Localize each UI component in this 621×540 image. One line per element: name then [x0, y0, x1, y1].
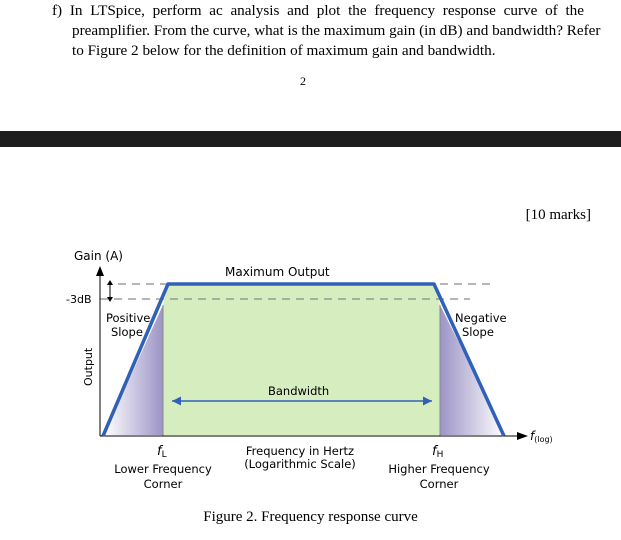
minus3db-label: -3dB	[66, 293, 92, 306]
gain-label: Gain (A)	[74, 249, 123, 263]
higher-corner-label: Corner	[419, 477, 459, 491]
passband-fill	[163, 284, 440, 435]
positive-slope-label-2: Slope	[111, 325, 143, 339]
max-output-label: Maximum Output	[225, 265, 330, 279]
fl-symbol: f	[157, 444, 162, 459]
minus3db-bracket-arrow-top	[107, 280, 113, 285]
fh-symbol: f	[432, 444, 437, 459]
higher-frequency-label: Higher Frequency	[388, 462, 490, 476]
fh-label	[432, 444, 443, 460]
fh-subscript: H	[436, 450, 444, 460]
f-axis-subscript: (log)	[534, 435, 553, 444]
page-number: 2	[300, 74, 306, 88]
frequency-hertz-label: Frequency in Hertz	[245, 444, 355, 458]
f-axis-symbol: f	[530, 429, 535, 443]
fl-subscript: L	[161, 450, 167, 460]
question-line-1: f) In LTSpice, perform ac analysis and plot the frequency response curve of the	[52, 2, 584, 19]
log-scale-label: (Logarithmic Scale)	[244, 457, 356, 471]
page-break-bar	[0, 131, 621, 147]
output-axis-label: Output	[82, 347, 95, 386]
negative-slope-label-1: Negative	[455, 311, 507, 325]
f-axis-label	[530, 429, 553, 444]
question-line-3: to Figure 2 below for the definition of maximum gain and bandwidth.	[72, 42, 496, 59]
lower-frequency-label: Lower Frequency	[114, 462, 212, 476]
fl-label	[157, 444, 167, 460]
y-axis-arrow	[96, 266, 104, 276]
negative-slope-label-2: Slope	[462, 325, 494, 339]
x-axis-arrow	[517, 432, 528, 440]
positive-slope-label-1: Positive	[106, 311, 151, 325]
bandwidth-label: Bandwidth	[268, 384, 330, 398]
question-line-2: preamplifier. From the curve, what is the maximum gain (in dB) and bandwidth? Refer	[72, 22, 601, 39]
marks-label: [10 marks]	[525, 207, 591, 223]
figure-caption: Figure 2. Frequency response curve	[203, 509, 418, 525]
lower-corner-label: Corner	[143, 477, 183, 491]
frequency-response-figure	[0, 240, 621, 540]
